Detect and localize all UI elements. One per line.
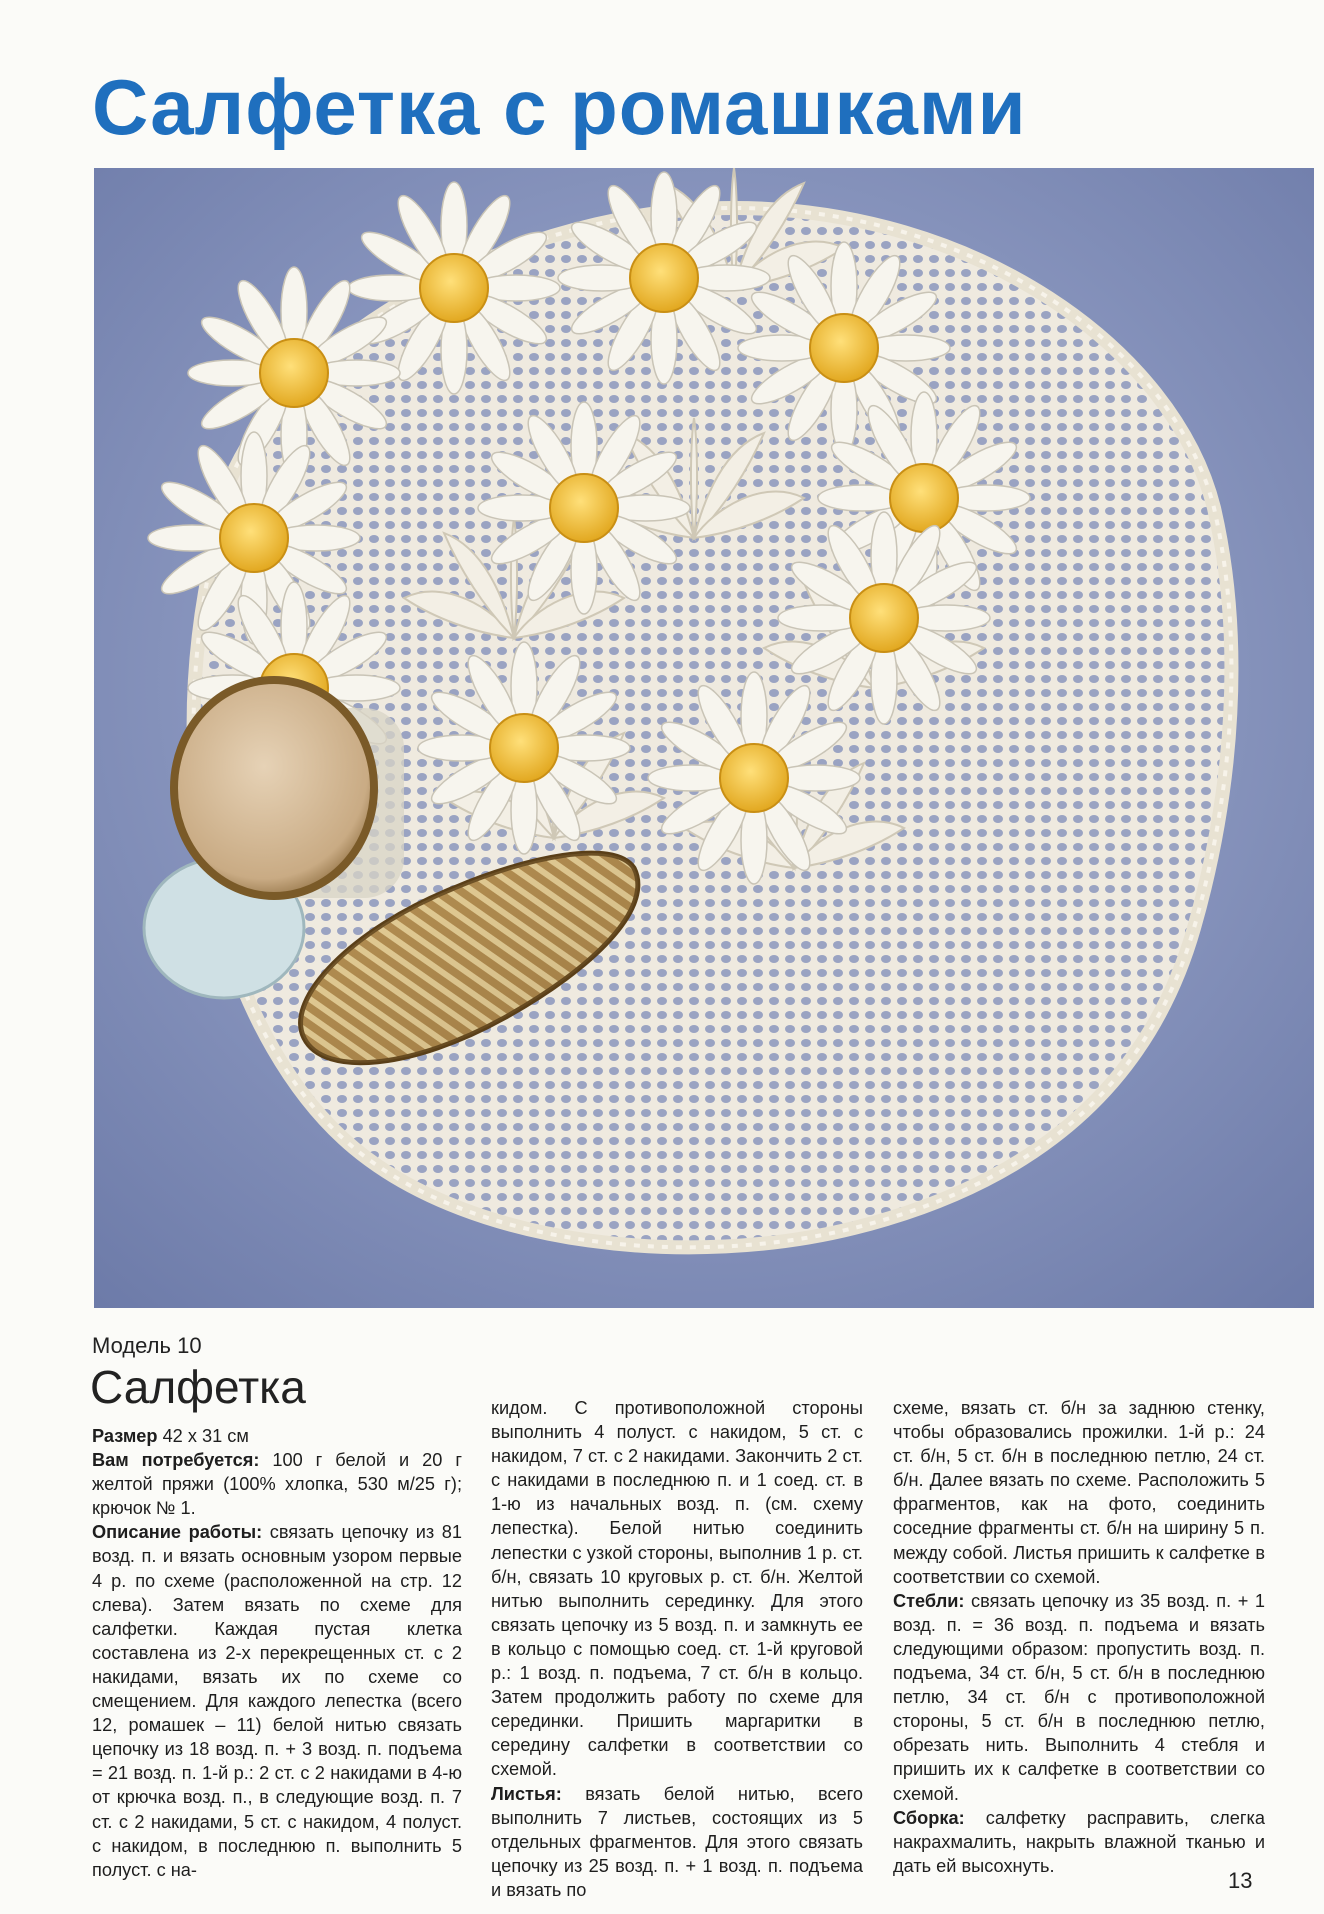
materials-text: 100 г белой и 20 г желтой пряжи (100% хлопка, 530 м/25 г); крючок № 1. [92,1450,462,1519]
assembly-label: Сборка: [893,1807,965,1828]
model-label: Модель 10 [92,1333,202,1358]
text-column-2 [491,1396,863,1902]
doily-photo [94,168,1314,1308]
text-column-1 [92,1424,462,1882]
text-column-3 [893,1396,1265,1878]
size-label: Размер [92,1426,158,1446]
materials-label: Вам потребуется: [92,1450,260,1471]
doily-photo-illustration [94,168,1314,1308]
page-number: 13 [1228,1868,1253,1893]
item-title: Салфетка [90,1361,306,1413]
size-value: 42 х 31 см [162,1426,249,1446]
page-title: Салфетка с ромашками [92,63,1027,151]
glass-jar [174,680,404,898]
leaves-text-part-2: схеме, вязать ст. б/н за заднюю стенку, чтобы образовались прожилки. 1-й р.: 24 ст. б/н, 5 ст. б/н в последнюю петлю, 24 ст. б/н. Далее вязать по схеме. Расположить 5 фрагментов, как на фото, соединить соседние фрагменты ст. б/н на ширину 5 п. между собой. Листья пришить к салфетке в соответствии со схемой. [893,1398,1265,1587]
work-text-part-2: кидом. С противоположной стороны выполнить 4 полуст. с накидом, 5 ст. с накидом, 7 ст. с 2 накидами. Закончить 2 ст. с накидами в последнюю п. и 1 соед. ст. в 1-ю из начальных возд. п. (см. схему лепестка). Белой нитью соединить лепестки с узкой стороны, выполнив 1 р. ст. б/н, связать 10 круговых р. ст. б/н. Желтой нитью выполнить серединку. Для этого связать цепочку из 5 возд. п. и замкнуть ее в кольцо с помощью соед. ст. 1-й круговой р.: 1 возд. п. подъема, 7 ст. б/н в кольцо. Затем продолжить работу по схеме для серединки. Пришить маргаритки в середину салфетки в соответствии со схемой. [491,1398,863,1780]
assembly-text: салфетку расправить, слегка накрахмалить, накрыть влажной тканью и дать ей высохнуть. [893,1807,1266,1876]
work-text-part-1: связать цепочку из 81 возд. п. и вязать основным узором первые 4 р. по схеме (расположенной на стр. 12 слева). Затем вязать по схеме для салфетки. Каждая пустая клетка составлена из 2-х перекрещенных ст. с 2 накидами, вязать их по схеме со смещением. Для каждого лепестка (всего 12, ромашек – 11) белой нитью связать цепочку из 18 возд. п. + 3 возд. п. подъема = 21 возд. п. 1-й р.: 2 ст. с 2 накидами в 4-ю от крючка возд. п., в следующие возд. п. 7 ст. с 2 накидами, 5 ст. с накидом, 4 полуст. с накидом, в последнюю п. выполнить 5 полуст. с на- [92,1522,462,1880]
stems-label: Стебли: [893,1590,965,1611]
leaves-label: Листья: [491,1783,562,1804]
leaves-text-part-1: вязать белой нитью, всего выполнить 7 листьев, состоящих из 5 отдельных фрагментов. Для этого связать цепочку из 25 возд. п. + 1 возд. п. подъема и вязать по [491,1783,863,1900]
work-label: Описание работы: [92,1522,263,1543]
stems-text: связать цепочку из 35 возд. п. + 1 возд. п. = 36 возд. п. подъема и вязать следующими образом: пропустить возд. п. подъема, 34 ст. б/н, 5 ст. б/н в последнюю петлю, 34 ст. б/н с противоположной стороны, 5 ст. б/н в последнюю петлю, обрезать нить. Выполнить 4 стебля и пришить их к салфетке в соответствии со схемой. [893,1590,1266,1804]
